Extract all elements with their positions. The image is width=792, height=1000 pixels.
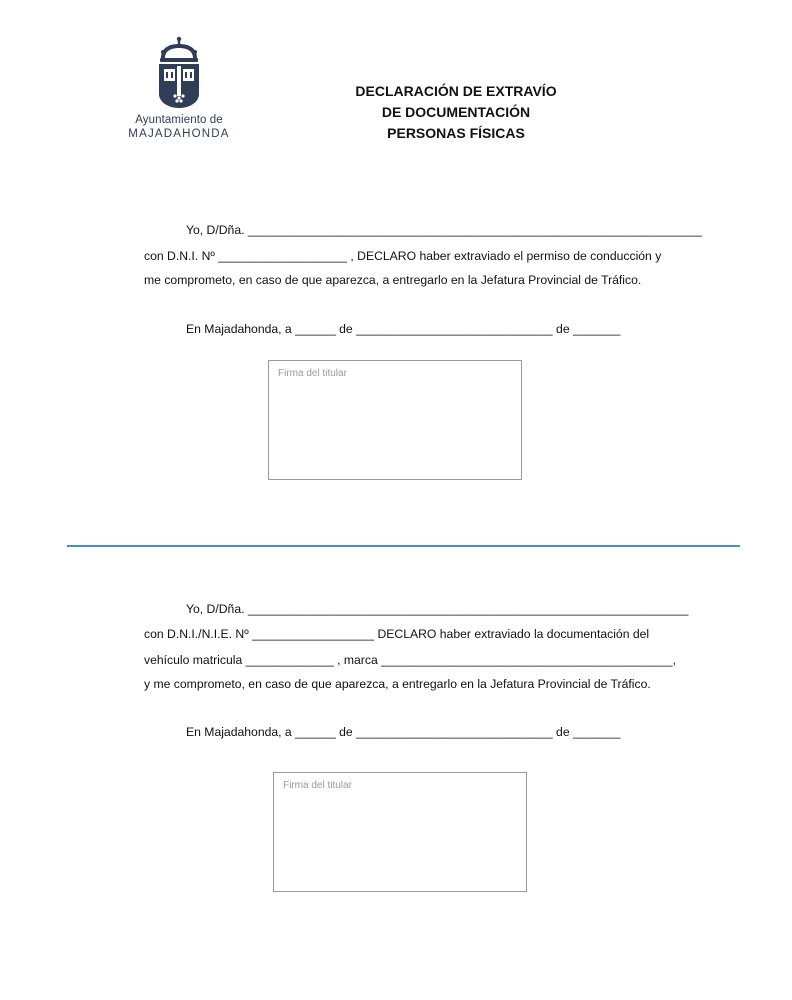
section1-dni-line[interactable]: con D.N.I. Nº ___________________ , DECLARO haber extraviado el permiso de conducción y	[144, 249, 662, 263]
section1-name-line[interactable]: Yo, D/Dña. ___________________________________________________________________	[186, 223, 703, 237]
section1-commitment-line: me comprometo, en caso de que aparezca, a entregarlo en la Jefatura Provincial de Tráfico.	[144, 273, 642, 287]
logo-text-line1: Ayuntamiento de	[135, 114, 223, 126]
section1-signature-box[interactable]	[268, 360, 522, 480]
document-title-line-3: PERSONAS FÍSICAS	[387, 125, 525, 141]
section1-signature-label: Firma del titular	[278, 368, 347, 379]
section2-signature-label: Firma del titular	[283, 780, 352, 791]
section2-vehicle-line[interactable]: vehículo matricula _____________ , marca ___________________________________________,	[144, 653, 676, 667]
document-title-line-1: DECLARACIÓN DE EXTRAVÍO	[355, 83, 557, 99]
municipal-logo	[124, 36, 234, 146]
section2-dni-nie-line[interactable]: con D.N.I./N.I.E. Nº __________________ DECLARO haber extraviado la documentación del	[144, 627, 650, 641]
coat-of-arms-icon	[155, 36, 203, 110]
section2-commitment-line: y me comprometo, en caso de que aparezca, a entregarlo en la Jefatura Provincial de Tráfico.	[144, 677, 651, 691]
logo-text-line2: MAJADAHONDA	[128, 128, 230, 140]
section-divider	[67, 545, 740, 547]
section2-signature-box[interactable]	[273, 772, 527, 892]
document-title-line-2: DE DOCUMENTACIÓN	[381, 104, 531, 120]
section2-place-date-line[interactable]: En Majadahonda, a ______ de _____________________________ de _______	[186, 725, 621, 739]
section1-place-date-line[interactable]: En Majadahonda, a ______ de _____________________________ de _______	[186, 322, 621, 336]
section2-name-line[interactable]: Yo, D/Dña. _________________________________________________________________	[186, 602, 689, 616]
